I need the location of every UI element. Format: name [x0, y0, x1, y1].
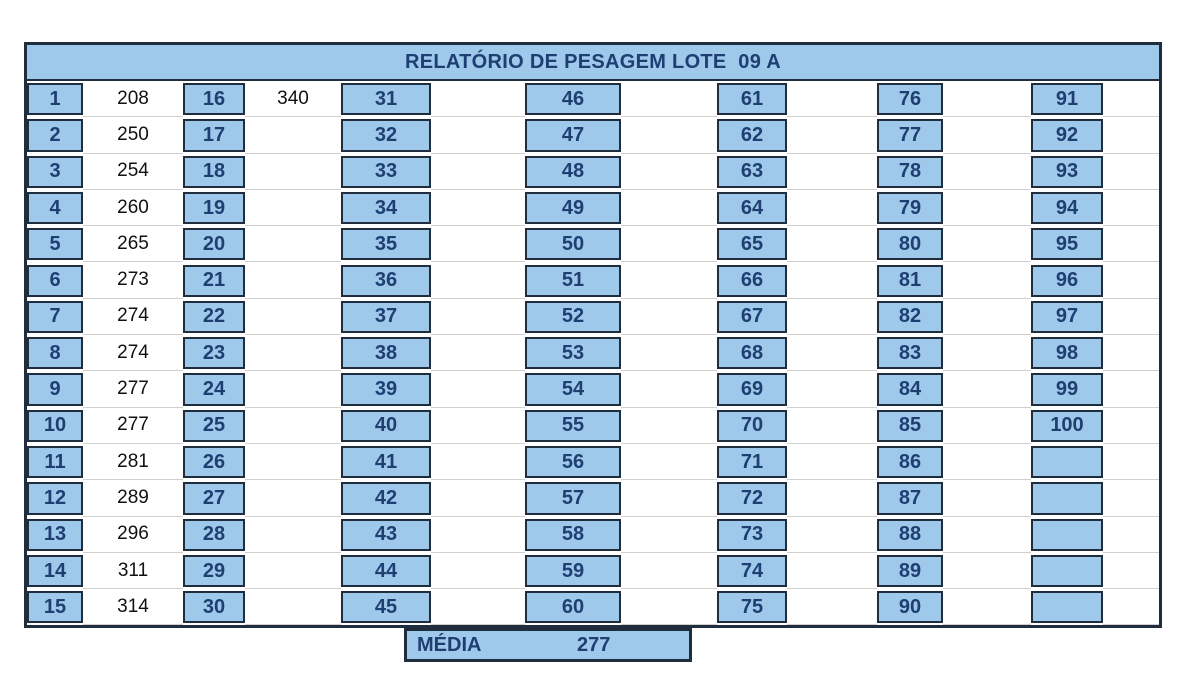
- weight-value-cell: [1103, 263, 1159, 299]
- animal-number-cell: [1031, 519, 1103, 551]
- animal-number-cell: 92: [1031, 119, 1103, 151]
- animal-number-cell: 19: [183, 192, 245, 224]
- animal-number-cell: 34: [341, 192, 431, 224]
- weight-value-cell: [431, 408, 525, 444]
- weight-value-cell: [431, 335, 525, 371]
- animal-number-cell: 87: [877, 482, 943, 514]
- weight-value-cell: [245, 226, 341, 262]
- weight-value-cell: [787, 226, 877, 262]
- animal-number-cell: 47: [525, 119, 621, 151]
- value-column: [245, 81, 341, 625]
- weight-value-cell: [245, 154, 341, 190]
- animal-number-cell: 10: [27, 410, 83, 442]
- animal-number-cell: [1031, 555, 1103, 587]
- weight-value-cell: [245, 408, 341, 444]
- animal-number-cell: 57: [525, 482, 621, 514]
- weighing-report-sheet: [24, 42, 1162, 628]
- number-column: [877, 81, 943, 625]
- animal-number-cell: 52: [525, 301, 621, 333]
- animal-number-cell: 27: [183, 482, 245, 514]
- animal-number-cell: 85: [877, 410, 943, 442]
- animal-number-cell: 61: [717, 83, 787, 115]
- weight-value-cell: [1103, 589, 1159, 625]
- animal-number-cell: 90: [877, 591, 943, 623]
- weight-value-cell: [787, 480, 877, 516]
- animal-number-cell: [1031, 591, 1103, 623]
- animal-number-cell: 60: [525, 591, 621, 623]
- number-column: [1031, 81, 1103, 625]
- weight-value-cell: [245, 371, 341, 407]
- animal-number-cell: [1031, 446, 1103, 478]
- weight-value-cell: [1103, 480, 1159, 516]
- animal-number-cell: 5: [27, 228, 83, 260]
- animal-number-cell: 88: [877, 519, 943, 551]
- animal-number-cell: 17: [183, 119, 245, 151]
- weight-value-cell: [431, 190, 525, 226]
- weight-value-cell: 273: [83, 263, 183, 299]
- weight-value-cell: [943, 154, 1031, 190]
- animal-number-cell: 4: [27, 192, 83, 224]
- weight-value-cell: [943, 480, 1031, 516]
- weight-value-cell: [787, 408, 877, 444]
- animal-number-cell: 100: [1031, 410, 1103, 442]
- weight-value-cell: [787, 517, 877, 553]
- weight-value-cell: [431, 480, 525, 516]
- animal-number-cell: 58: [525, 519, 621, 551]
- average-value: 277: [577, 634, 611, 656]
- weight-value-cell: [431, 81, 525, 117]
- animal-number-cell: 91: [1031, 83, 1103, 115]
- weight-value-cell: 289: [83, 480, 183, 516]
- animal-number-cell: 79: [877, 192, 943, 224]
- animal-number-cell: 15: [27, 591, 83, 623]
- report-title: RELATÓRIO DE PESAGEM LOTE 09 A: [27, 45, 1159, 81]
- animal-number-cell: 44: [341, 555, 431, 587]
- animal-number-cell: 7: [27, 301, 83, 333]
- weight-value-cell: [787, 553, 877, 589]
- weight-value-cell: [245, 517, 341, 553]
- weight-value-cell: [245, 553, 341, 589]
- animal-number-cell: 62: [717, 119, 787, 151]
- weight-value-cell: [621, 335, 717, 371]
- number-column: [341, 81, 431, 625]
- animal-number-cell: 73: [717, 519, 787, 551]
- animal-number-cell: 63: [717, 156, 787, 188]
- weight-value-cell: [943, 371, 1031, 407]
- animal-number-cell: 22: [183, 301, 245, 333]
- weight-value-cell: [245, 444, 341, 480]
- weight-value-cell: [943, 517, 1031, 553]
- number-column: [717, 81, 787, 625]
- weight-value-cell: [787, 371, 877, 407]
- animal-number-cell: 25: [183, 410, 245, 442]
- weight-value-cell: [245, 263, 341, 299]
- weight-value-cell: [1103, 81, 1159, 117]
- animal-number-cell: 11: [27, 446, 83, 478]
- weight-value-cell: 254: [83, 154, 183, 190]
- animal-number-cell: 54: [525, 373, 621, 405]
- animal-number-cell: 59: [525, 555, 621, 587]
- weight-value-cell: [787, 589, 877, 625]
- weight-value-cell: [621, 154, 717, 190]
- animal-number-cell: 9: [27, 373, 83, 405]
- animal-number-cell: 6: [27, 265, 83, 297]
- animal-number-cell: 77: [877, 119, 943, 151]
- weight-value-cell: [787, 444, 877, 480]
- weight-value-cell: [943, 299, 1031, 335]
- value-column: [1103, 81, 1159, 625]
- weight-value-cell: [621, 553, 717, 589]
- animal-number-cell: 70: [717, 410, 787, 442]
- value-column: [787, 81, 877, 625]
- animal-number-cell: [1031, 482, 1103, 514]
- average-box: [404, 628, 692, 662]
- weight-value-cell: [1103, 553, 1159, 589]
- weight-value-cell: [943, 81, 1031, 117]
- animal-number-cell: 8: [27, 337, 83, 369]
- weight-value-cell: [1103, 371, 1159, 407]
- weight-value-cell: [621, 190, 717, 226]
- weight-value-cell: [943, 117, 1031, 153]
- animal-number-cell: 42: [341, 482, 431, 514]
- animal-number-cell: 39: [341, 373, 431, 405]
- animal-number-cell: 29: [183, 555, 245, 587]
- weight-value-cell: [943, 226, 1031, 262]
- weight-value-cell: [943, 444, 1031, 480]
- animal-number-cell: 18: [183, 156, 245, 188]
- weight-value-cell: [621, 263, 717, 299]
- weighing-grid: [27, 81, 1159, 625]
- animal-number-cell: 32: [341, 119, 431, 151]
- weight-value-cell: [621, 81, 717, 117]
- weight-value-cell: [943, 589, 1031, 625]
- weight-value-cell: 277: [83, 371, 183, 407]
- animal-number-cell: 12: [27, 482, 83, 514]
- weight-value-cell: [943, 335, 1031, 371]
- animal-number-cell: 68: [717, 337, 787, 369]
- animal-number-cell: 14: [27, 555, 83, 587]
- weight-value-cell: [621, 117, 717, 153]
- weight-value-cell: [431, 226, 525, 262]
- weight-value-cell: [1103, 226, 1159, 262]
- weight-value-cell: [431, 553, 525, 589]
- animal-number-cell: 3: [27, 156, 83, 188]
- animal-number-cell: 37: [341, 301, 431, 333]
- weight-value-cell: [245, 335, 341, 371]
- animal-number-cell: 1: [27, 83, 83, 115]
- animal-number-cell: 40: [341, 410, 431, 442]
- weight-value-cell: [787, 154, 877, 190]
- weight-value-cell: [431, 589, 525, 625]
- weight-value-cell: [621, 517, 717, 553]
- weight-value-cell: [431, 517, 525, 553]
- weight-value-cell: [431, 444, 525, 480]
- weight-value-cell: 311: [83, 553, 183, 589]
- average-label: MÉDIA: [417, 634, 482, 656]
- weight-value-cell: [1103, 517, 1159, 553]
- weight-value-cell: [621, 371, 717, 407]
- weight-value-cell: [245, 299, 341, 335]
- weight-value-cell: [943, 190, 1031, 226]
- weight-value-cell: [1103, 190, 1159, 226]
- animal-number-cell: 56: [525, 446, 621, 478]
- number-column: [525, 81, 621, 625]
- animal-number-cell: 43: [341, 519, 431, 551]
- animal-number-cell: 13: [27, 519, 83, 551]
- animal-number-cell: 76: [877, 83, 943, 115]
- weight-value-cell: [787, 299, 877, 335]
- animal-number-cell: 28: [183, 519, 245, 551]
- animal-number-cell: 26: [183, 446, 245, 478]
- weight-value-cell: [431, 263, 525, 299]
- weight-value-cell: [787, 190, 877, 226]
- weight-value-cell: 277: [83, 408, 183, 444]
- weight-value-cell: [245, 117, 341, 153]
- value-column: [431, 81, 525, 625]
- weight-value-cell: 208: [83, 81, 183, 117]
- weight-value-cell: [245, 480, 341, 516]
- animal-number-cell: 35: [341, 228, 431, 260]
- weight-value-cell: [621, 480, 717, 516]
- animal-number-cell: 99: [1031, 373, 1103, 405]
- animal-number-cell: 78: [877, 156, 943, 188]
- animal-number-cell: 30: [183, 591, 245, 623]
- weight-value-cell: [1103, 335, 1159, 371]
- animal-number-cell: 80: [877, 228, 943, 260]
- animal-number-cell: 21: [183, 265, 245, 297]
- animal-number-cell: 67: [717, 301, 787, 333]
- weight-value-cell: 274: [83, 299, 183, 335]
- animal-number-cell: 46: [525, 83, 621, 115]
- weight-value-cell: 265: [83, 226, 183, 262]
- animal-number-cell: 20: [183, 228, 245, 260]
- weight-value-cell: [943, 408, 1031, 444]
- weight-value-cell: [1103, 299, 1159, 335]
- animal-number-cell: 97: [1031, 301, 1103, 333]
- animal-number-cell: 50: [525, 228, 621, 260]
- animal-number-cell: 45: [341, 591, 431, 623]
- animal-number-cell: 55: [525, 410, 621, 442]
- weight-value-cell: [1103, 117, 1159, 153]
- animal-number-cell: 51: [525, 265, 621, 297]
- animal-number-cell: 16: [183, 83, 245, 115]
- weight-value-cell: [943, 553, 1031, 589]
- value-column: [943, 81, 1031, 625]
- weight-value-cell: 250: [83, 117, 183, 153]
- animal-number-cell: 84: [877, 373, 943, 405]
- weight-value-cell: [621, 444, 717, 480]
- weight-value-cell: 260: [83, 190, 183, 226]
- animal-number-cell: 49: [525, 192, 621, 224]
- weight-value-cell: 296: [83, 517, 183, 553]
- weight-value-cell: 314: [83, 589, 183, 625]
- number-column: [183, 81, 245, 625]
- animal-number-cell: 66: [717, 265, 787, 297]
- animal-number-cell: 41: [341, 446, 431, 478]
- animal-number-cell: 36: [341, 265, 431, 297]
- animal-number-cell: 86: [877, 446, 943, 478]
- weight-value-cell: [787, 117, 877, 153]
- weight-value-cell: [621, 226, 717, 262]
- weight-value-cell: [245, 190, 341, 226]
- weight-value-cell: [431, 299, 525, 335]
- animal-number-cell: 95: [1031, 228, 1103, 260]
- weight-value-cell: [431, 371, 525, 407]
- animal-number-cell: 64: [717, 192, 787, 224]
- animal-number-cell: 24: [183, 373, 245, 405]
- animal-number-cell: 69: [717, 373, 787, 405]
- animal-number-cell: 31: [341, 83, 431, 115]
- animal-number-cell: 71: [717, 446, 787, 478]
- animal-number-cell: 38: [341, 337, 431, 369]
- animal-number-cell: 2: [27, 119, 83, 151]
- animal-number-cell: 93: [1031, 156, 1103, 188]
- weight-value-cell: [621, 589, 717, 625]
- animal-number-cell: 96: [1031, 265, 1103, 297]
- weight-value-cell: [245, 589, 341, 625]
- animal-number-cell: 81: [877, 265, 943, 297]
- weight-value-cell: [431, 117, 525, 153]
- animal-number-cell: 72: [717, 482, 787, 514]
- weight-value-cell: [787, 335, 877, 371]
- weight-value-cell: 274: [83, 335, 183, 371]
- weight-value-cell: [1103, 444, 1159, 480]
- animal-number-cell: 82: [877, 301, 943, 333]
- animal-number-cell: 65: [717, 228, 787, 260]
- weight-value-cell: [787, 263, 877, 299]
- animal-number-cell: 33: [341, 156, 431, 188]
- weight-value-cell: [621, 408, 717, 444]
- animal-number-cell: 94: [1031, 192, 1103, 224]
- value-column: [621, 81, 717, 625]
- weight-value-cell: [431, 154, 525, 190]
- weight-value-cell: [943, 263, 1031, 299]
- weight-value-cell: [787, 81, 877, 117]
- weight-value-cell: [1103, 154, 1159, 190]
- weight-value-cell: [621, 299, 717, 335]
- animal-number-cell: 75: [717, 591, 787, 623]
- animal-number-cell: 53: [525, 337, 621, 369]
- animal-number-cell: 89: [877, 555, 943, 587]
- animal-number-cell: 98: [1031, 337, 1103, 369]
- weight-value-cell: 281: [83, 444, 183, 480]
- animal-number-cell: 48: [525, 156, 621, 188]
- number-column: [27, 81, 83, 625]
- value-column: [83, 81, 183, 625]
- animal-number-cell: 74: [717, 555, 787, 587]
- weight-value-cell: [1103, 408, 1159, 444]
- weight-value-cell: 340: [245, 81, 341, 117]
- animal-number-cell: 23: [183, 337, 245, 369]
- animal-number-cell: 83: [877, 337, 943, 369]
